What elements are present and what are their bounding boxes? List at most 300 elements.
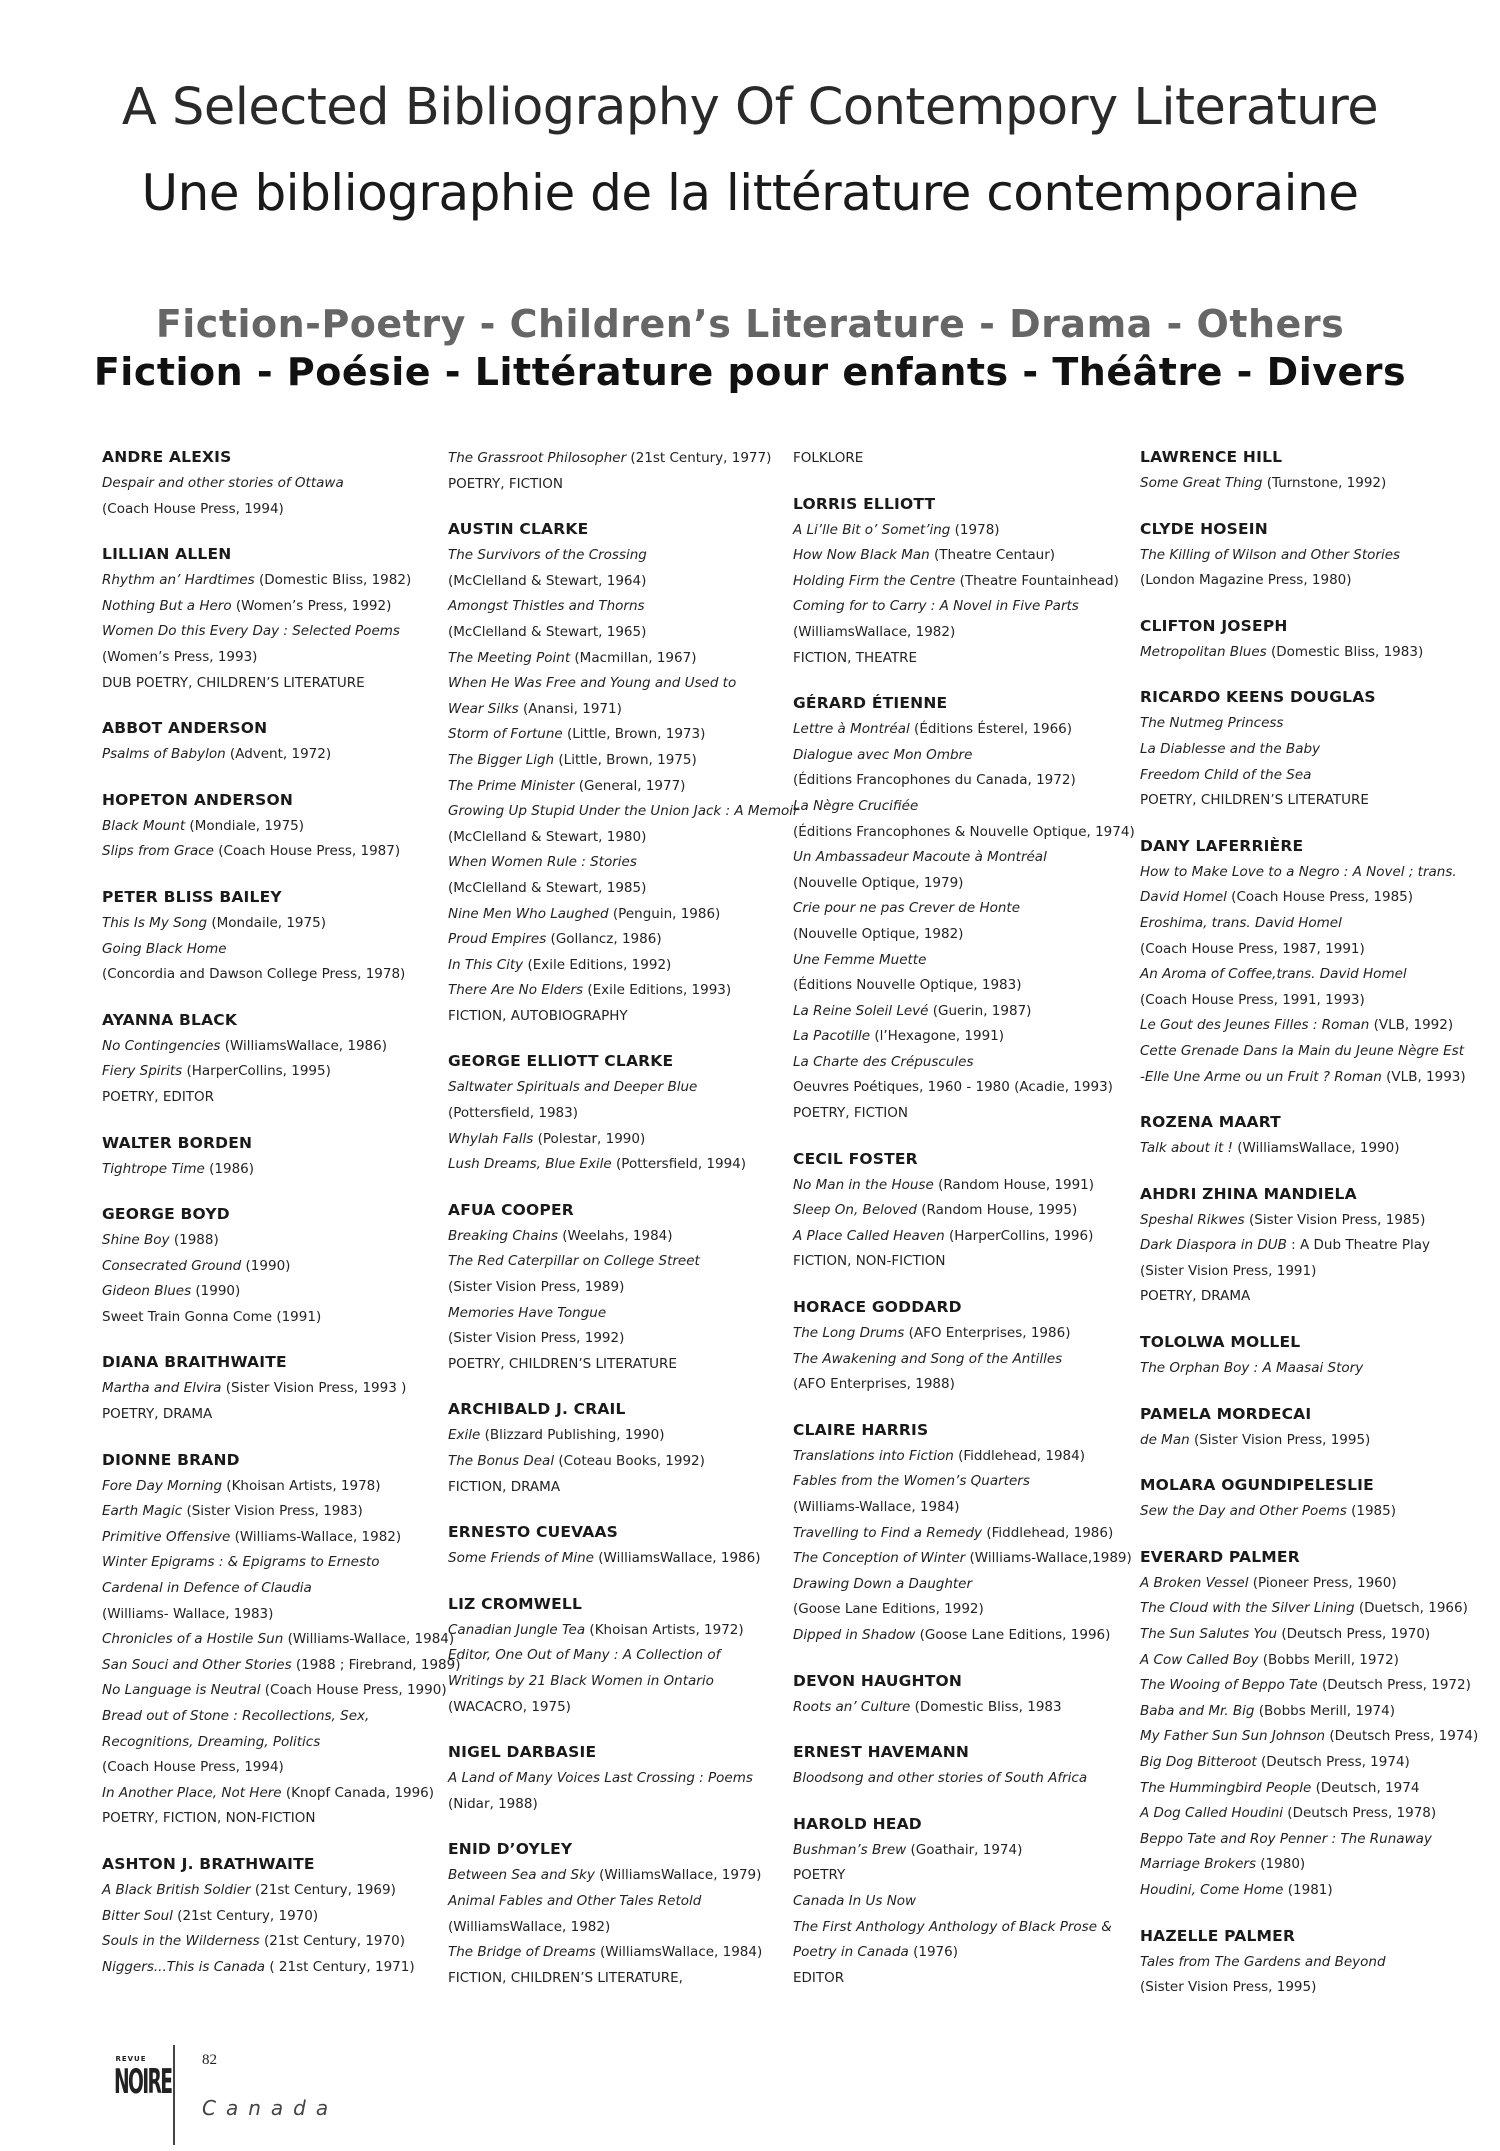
publication-details: (Pottersfield, 1994) xyxy=(611,1156,747,1173)
publication-details: (Williams-Wallace, 1982) xyxy=(230,1528,402,1545)
work-title: Un Ambassadeur Macoute à Montréal xyxy=(793,849,1047,866)
author-name: HAROLD HEAD xyxy=(793,1814,922,1833)
publication-details: (Exile Editions, 1993) xyxy=(583,982,732,999)
bibliography-line xyxy=(102,1228,442,1254)
author-name: DANY LAFERRIÈRE xyxy=(1140,836,1304,855)
author-entry xyxy=(102,1351,442,1427)
bibliography-line xyxy=(1140,1699,1480,1725)
bibliography-line xyxy=(793,743,1133,769)
publication-details: (Nidar, 1988) xyxy=(448,1795,538,1812)
bibliography-line xyxy=(102,1550,442,1576)
bibliography-line xyxy=(102,1929,442,1955)
work-title: Nothing But a Hero xyxy=(102,597,232,614)
bibliography-line xyxy=(102,911,442,937)
author-entry xyxy=(102,446,442,522)
work-title: The Cloud with the Silver Lining xyxy=(1140,1600,1355,1617)
bibliography-line xyxy=(102,1678,447,1704)
work-title: La Reine Soleil Levé xyxy=(793,1002,929,1019)
bibliography-line xyxy=(102,1781,442,1807)
work-title: How Now Black Man xyxy=(793,547,930,564)
bibliography-line xyxy=(793,1224,1133,1250)
publication-details: (Weelahs, 1984) xyxy=(557,1227,673,1244)
bibliography-line xyxy=(1140,885,1480,911)
bibliography-line xyxy=(102,1157,442,1183)
work-title: Psalms of Babylon xyxy=(102,746,226,763)
bibliography-line xyxy=(793,1546,1133,1572)
publication-details: (Sister Vision Press, 1995) xyxy=(1140,1979,1317,1996)
publication-details: (1988 ; Firebrand, 1989) xyxy=(291,1656,461,1673)
work-title: The Killing of Wilson and Other Stories xyxy=(1140,546,1401,563)
work-title: A Dog Called Houdini xyxy=(1140,1805,1284,1822)
bibliography-line xyxy=(102,497,442,523)
work-title: Saltwater Spirituals and Deeper Blue xyxy=(448,1079,698,1096)
publication-details: (Blizzard Publishing, 1990) xyxy=(480,1427,665,1444)
publication-details: (Domestic Bliss, 1982) xyxy=(254,572,412,589)
publication-details: (l’Hexagone, 1991) xyxy=(870,1028,1005,1045)
author-name: WALTER BORDEN xyxy=(102,1133,253,1152)
work-title: Women Do this Every Day : Selected Poems xyxy=(102,623,400,640)
bibliography-line xyxy=(102,645,442,671)
bibliography-column-2 xyxy=(448,446,799,2012)
bibliography-line xyxy=(1140,937,1480,963)
author-entry xyxy=(793,1741,1133,1792)
bibliography-line xyxy=(793,1597,1133,1623)
author-entry xyxy=(102,1009,442,1111)
author-entry xyxy=(448,518,799,1029)
bibliography-line xyxy=(102,814,442,840)
bibliography-line xyxy=(793,896,1133,922)
publication-details: (Williams- Wallace, 1983) xyxy=(102,1605,274,1622)
work-title: The Long Drums xyxy=(793,1325,905,1342)
work-title: Lush Dreams, Blue Exile xyxy=(448,1156,612,1173)
author-name: EVERARD PALMER xyxy=(1140,1547,1300,1566)
bibliography-line xyxy=(1140,1208,1480,1234)
publication-details: (Advent, 1972) xyxy=(225,746,332,763)
author-name: AHDRI ZHINA MANDIELA xyxy=(1140,1184,1357,1203)
publication-details: (Coach House Press, 1994) xyxy=(102,1759,284,1776)
author-entry xyxy=(448,1398,788,1500)
author-name: LILLIAN ALLEN xyxy=(102,545,232,564)
author-entry xyxy=(448,1199,788,1378)
work-title: Houdini, Come Home xyxy=(1140,1881,1284,1898)
work-title: Talk about it ! xyxy=(1140,1140,1233,1157)
publication-details: (WilliamsWallace, 1984) xyxy=(595,1944,763,1961)
publication-details: (Coach House Press, 1994) xyxy=(102,500,284,517)
work-title: Amongst Thistles and Thorns xyxy=(448,598,645,615)
bibliography-line xyxy=(448,1475,788,1501)
bibliography-line xyxy=(1140,860,1480,886)
bibliography-line xyxy=(793,1572,1133,1598)
bibliography-line xyxy=(448,646,788,672)
work-title: Coming for to Carry : A Novel in Five Parts xyxy=(793,598,1079,615)
work-title: The Conception of Winter xyxy=(793,1550,966,1567)
bibliography-line xyxy=(793,922,1133,948)
bibliography-line xyxy=(1140,1648,1480,1674)
work-title: The Prime Minister xyxy=(448,777,575,794)
bibliography-line xyxy=(448,722,788,748)
bibliography-line xyxy=(448,1004,788,1030)
publication-details: (Women’s Press, 1993) xyxy=(102,648,258,665)
bibliography-line xyxy=(102,1755,442,1781)
work-title: A Li’lle Bit o’ Somet’ing xyxy=(793,521,951,538)
work-title: Cardenal in Defence of Claudia xyxy=(102,1580,312,1597)
work-title: Storm of Fortune xyxy=(448,726,563,743)
author-entry xyxy=(1140,1474,1480,1525)
publication-details: (Khoisan Artists, 1978) xyxy=(222,1477,381,1494)
bibliography-line xyxy=(793,1444,1133,1470)
author-name: NIGEL DARBASIE xyxy=(448,1743,597,1762)
work-title: A Cow Called Boy xyxy=(1140,1651,1259,1668)
work-title: Proud Empires xyxy=(448,931,547,948)
work-title: Drawing Down a Daughter xyxy=(793,1575,973,1592)
publication-details: (Éditions Ésterel, 1966) xyxy=(909,721,1073,738)
bibliography-line xyxy=(448,1966,788,1992)
publication-details: (1990) xyxy=(241,1257,291,1274)
work-title: La Nègre Crucifiée xyxy=(793,797,919,814)
work-title: Metropolitan Blues xyxy=(1140,643,1267,660)
work-title: Lettre à Montréal xyxy=(793,721,910,738)
bibliography-line xyxy=(1140,1039,1480,1065)
author-entry xyxy=(1140,835,1480,1090)
author-name: ABBOT ANDERSON xyxy=(102,719,268,738)
author-entry xyxy=(448,1838,788,1991)
publication-details: (Sister Vision Press, 1989) xyxy=(448,1279,625,1296)
work-title: This Is My Song xyxy=(102,914,208,931)
work-title: Shine Boy xyxy=(102,1232,170,1249)
bibliography-line xyxy=(1140,1827,1480,1853)
bibliography-line xyxy=(102,1525,442,1551)
work-title: Fiery Spirits xyxy=(102,1063,183,1080)
bibliography-line xyxy=(793,1347,1133,1373)
bibliography-column-3 xyxy=(793,446,1133,2012)
publication-details: (WilliamsWallace, 1990) xyxy=(1232,1140,1400,1157)
bibliography-line xyxy=(448,1940,788,1966)
publication-details: (Deutsch Press, 1978) xyxy=(1283,1805,1437,1822)
publication-details: (Exile Editions, 1992) xyxy=(523,956,672,973)
publication-details: (Coach House Press, 1987, 1991) xyxy=(1140,940,1365,957)
bibliography-line xyxy=(448,1249,788,1275)
work-title: Martha and Elvira xyxy=(102,1380,222,1397)
bibliography-line xyxy=(1140,1673,1480,1699)
work-title: La Charte des Crépuscules xyxy=(793,1053,974,1070)
work-title: David Homel xyxy=(1140,889,1227,906)
work-title: In Another Place, Not Here xyxy=(102,1784,282,1801)
bibliography-line xyxy=(448,1915,788,1941)
publication-details: (Sister Vision Press, 1992) xyxy=(448,1330,625,1347)
author-entry xyxy=(1140,1111,1480,1162)
publication-details: ( 21st Century, 1971) xyxy=(265,1958,415,1975)
author-name: GÉRARD ÉTIENNE xyxy=(793,694,948,713)
author-entry xyxy=(448,1521,788,1572)
publication-details: (Coach House Press, 1991, 1993) xyxy=(1140,991,1365,1008)
work-title: Baba and Mr. Big xyxy=(1140,1702,1255,1719)
bibliography-line xyxy=(793,1915,1133,1941)
publication-details: POETRY xyxy=(793,1867,846,1884)
bibliography-line xyxy=(448,1423,788,1449)
bibliography-line xyxy=(448,1127,788,1153)
author-entry xyxy=(793,493,1133,672)
work-title: Breaking Chains xyxy=(448,1227,558,1244)
author-name: CECIL FOSTER xyxy=(793,1149,918,1168)
work-title: The Bonus Deal xyxy=(448,1453,555,1469)
work-title: Fables from the Women’s Quarters xyxy=(793,1473,1030,1490)
publication-details: (VLB, 1993) xyxy=(1381,1068,1466,1085)
publication-details: (21st Century, 1970) xyxy=(259,1933,405,1950)
publication-details: POETRY, DRAMA xyxy=(102,1406,213,1423)
bibliography-line xyxy=(1140,1571,1480,1597)
publication-details: (Women’s Press, 1992) xyxy=(231,597,392,614)
bibliography-line xyxy=(1140,1801,1480,1827)
work-title: -Elle Une Arme ou un Fruit ? Roman xyxy=(1140,1068,1382,1085)
bibliography-line xyxy=(793,1495,1133,1521)
publication-details: (McClelland & Stewart, 1985) xyxy=(448,879,647,896)
work-title: When He Was Free and Young and Used to xyxy=(448,675,737,692)
publication-details: (Coach House Press, 1990) xyxy=(260,1682,447,1699)
work-title: Bushman’s Brew xyxy=(793,1841,907,1858)
work-title: No Man in the House xyxy=(793,1176,934,1193)
author-name: LIZ CROMWELL xyxy=(448,1594,583,1613)
author-name: CLIFTON JOSEPH xyxy=(1140,616,1288,635)
work-title: Black Mount xyxy=(102,817,186,834)
author-entry xyxy=(1140,1546,1480,1904)
bibliography-line xyxy=(793,646,1133,672)
revue-noire-logo: REVUE NOIRE xyxy=(113,2055,172,2102)
work-title: Translations into Fiction xyxy=(793,1447,954,1464)
author-name: AUSTIN CLARKE xyxy=(448,520,589,539)
publication-details: (Fiddlehead, 1984) xyxy=(953,1447,1085,1464)
work-title: An Aroma of Coffee,trans. David Homel xyxy=(1140,966,1407,983)
publication-details: (Deutsch Press, 1970) xyxy=(1277,1626,1431,1643)
publication-details: (Khoisan Artists, 1972) xyxy=(585,1621,744,1638)
bibliography-line xyxy=(102,1034,442,1060)
bibliography-line xyxy=(448,1669,788,1695)
work-title: The Hummingbird People xyxy=(1140,1779,1312,1796)
bibliography-line xyxy=(1140,1878,1480,1904)
bibliography-line xyxy=(1140,1852,1480,1878)
bibliography-line xyxy=(793,717,1133,743)
work-title: The Survivors of the Crossing xyxy=(448,547,647,564)
author-name: ASHTON J. BRATHWAITE xyxy=(102,1854,315,1873)
publication-details: (London Magazine Press, 1980) xyxy=(1140,572,1352,589)
bibliography-line xyxy=(1140,962,1480,988)
work-title: The Orphan Boy : A Maasai Story xyxy=(1140,1360,1364,1377)
publication-details: (Pioneer Press, 1960) xyxy=(1248,1574,1397,1591)
work-title: Beppo Tate and Roy Penner : The Runaway xyxy=(1140,1830,1432,1847)
bibliography-line xyxy=(793,1940,1133,1966)
bibliography-line xyxy=(793,794,1133,820)
bibliography-line xyxy=(448,927,788,953)
work-title: Earth Magic xyxy=(102,1503,183,1520)
author-entry xyxy=(1140,686,1480,813)
work-title: Writings by 21 Black Women in Ontario xyxy=(448,1672,714,1689)
work-title: Souls in the Wilderness xyxy=(102,1933,260,1950)
bibliography-line xyxy=(448,1546,788,1572)
bibliography-line xyxy=(102,1474,442,1500)
bibliography-line xyxy=(448,953,788,979)
author-name: HAZELLE PALMER xyxy=(1140,1926,1296,1945)
bibliography-line xyxy=(102,671,442,697)
publication-details: (WACACRO, 1975) xyxy=(448,1698,571,1715)
bibliography-line xyxy=(1140,1013,1480,1039)
bibliography-line xyxy=(448,850,788,876)
work-title: The Red Caterpillar on College Street xyxy=(448,1253,700,1270)
publication-details: (1980) xyxy=(1256,1856,1306,1873)
work-title: When Women Rule : Stories xyxy=(448,854,637,871)
bibliography-line xyxy=(102,1059,442,1085)
publication-details: (21st Century, 1970) xyxy=(172,1907,319,1924)
publication-details: (McClelland & Stewart, 1964) xyxy=(448,572,647,589)
publication-details: (WilliamsWallace, 1982) xyxy=(793,623,956,640)
publication-details: (Nouvelle Optique, 1982) xyxy=(793,925,964,942)
work-title: Some Friends of Mine xyxy=(448,1550,594,1567)
bibliography-line xyxy=(448,446,788,472)
bibliography-line xyxy=(1140,1724,1480,1750)
work-title: The Bridge of Dreams xyxy=(448,1944,596,1961)
author-name: ANDRE ALEXIS xyxy=(102,448,232,466)
work-title: A Black British Soldier xyxy=(102,1881,251,1898)
publication-details: (General, 1977) xyxy=(574,777,686,794)
publication-details: (Random House, 1995) xyxy=(917,1202,1078,1219)
work-title: Poetry in Canada xyxy=(793,1944,909,1961)
publication-details: FICTION, CHILDREN’S LITERATURE, xyxy=(448,1969,683,1986)
work-title: Crie pour ne pas Crever de Honte xyxy=(793,900,1021,917)
bibliography-line xyxy=(1140,1776,1480,1802)
publication-details: (HarperCollins, 1996) xyxy=(944,1227,1094,1244)
work-title: Tales from The Gardens and Beyond xyxy=(1140,1953,1386,1970)
publication-details: (Duetsch, 1966) xyxy=(1354,1600,1468,1617)
publication-details: (WilliamsWallace, 1986) xyxy=(593,1550,761,1567)
bibliography-line xyxy=(102,1653,461,1679)
work-title: Growing Up Stupid Under the Union Jack : A Memoir xyxy=(448,803,799,820)
bibliography-line xyxy=(1140,1356,1480,1382)
work-title: San Souci and Other Stories xyxy=(102,1656,292,1673)
bibliography-line xyxy=(1140,1136,1480,1162)
bibliography-line xyxy=(1140,1065,1480,1091)
publication-details: (Sister Vision Press, 1995) xyxy=(1189,1431,1371,1448)
publication-details: (Mondiale, 1975) xyxy=(185,817,305,834)
bibliography-line xyxy=(793,1249,1133,1275)
work-title: A Place Called Heaven xyxy=(793,1227,945,1244)
bibliography-line xyxy=(793,845,1133,871)
bibliography-line xyxy=(793,871,1133,897)
publication-details: DUB POETRY, CHILDREN’S LITERATURE xyxy=(102,674,365,691)
publication-details: FICTION, NON-FICTION xyxy=(793,1253,946,1270)
work-title: Bread out of Stone : Recollections, Sex, xyxy=(102,1708,370,1724)
publication-details: (Deutsch, 1974 xyxy=(1311,1779,1420,1796)
publication-details: (Domestic Bliss, 1983 xyxy=(910,1698,1062,1715)
bibliography-line xyxy=(448,1766,788,1792)
publication-details: (AFO Enterprises, 1986) xyxy=(904,1325,1071,1342)
bibliography-line xyxy=(448,1101,788,1127)
bibliography-line xyxy=(1140,1596,1480,1622)
bibliography-line xyxy=(793,1766,1133,1792)
bibliography-line xyxy=(102,1904,442,1930)
bibliography-line xyxy=(448,1152,788,1178)
publication-details: (Éditions Francophones du Canada, 1972) xyxy=(793,772,1076,789)
author-name: LORRIS ELLIOTT xyxy=(793,494,936,513)
author-entry xyxy=(793,1148,1133,1275)
bibliography-line xyxy=(1140,1284,1480,1310)
publication-details: (1978) xyxy=(950,521,1000,538)
publication-details: (WilliamsWallace, 1982) xyxy=(448,1918,611,1935)
bibliography-line xyxy=(102,1704,442,1730)
work-title: My Father Sun Sun Johnson xyxy=(1140,1728,1326,1745)
page-title-english: A Selected Bibliography Of Contempory Literature xyxy=(121,78,1379,137)
work-title: Editor, One Out of Many : A Collection of xyxy=(448,1647,721,1664)
work-title: Travelling to Find a Remedy xyxy=(793,1524,983,1541)
publication-details: (Gollancz, 1986) xyxy=(546,931,662,948)
author-name: LAWRENCE HILL xyxy=(1140,448,1283,466)
bibliography-line xyxy=(102,594,442,620)
publication-details: (Concordia and Dawson College Press, 1978) xyxy=(102,966,406,983)
work-title: Le Gout des Jeunes Filles : Roman xyxy=(1140,1017,1370,1034)
bibliography-line xyxy=(448,876,788,902)
author-entry xyxy=(102,1203,442,1330)
section-country: Canada xyxy=(202,2096,339,2120)
author-entry xyxy=(102,886,442,988)
bibliography-line xyxy=(793,820,1133,846)
publication-details: (Penguin, 1986) xyxy=(608,905,721,922)
publication-details: (1981) xyxy=(1283,1881,1333,1898)
author-entry xyxy=(1140,1183,1480,1310)
publication-details: (Pottersfield, 1983) xyxy=(448,1105,578,1122)
bibliography-line xyxy=(793,1173,1133,1199)
bibliography-line xyxy=(448,697,788,723)
bibliography-line xyxy=(102,1576,442,1602)
bibliography-line xyxy=(793,1695,1133,1721)
author-name: PETER BLISS BAILEY xyxy=(102,887,282,906)
publication-details: (21st Century, 1969) xyxy=(250,1881,396,1898)
publication-details: (Goose Lane Editions, 1992) xyxy=(793,1601,984,1618)
publication-details: (21st Century, 1977) xyxy=(626,450,772,466)
bibliography-line xyxy=(793,543,1133,569)
publication-details: (Macmillan, 1967) xyxy=(570,649,697,666)
bibliography-line xyxy=(793,1521,1133,1547)
publication-details: (Goathair, 1974) xyxy=(906,1841,1023,1858)
author-name: AFUA COOPER xyxy=(448,1200,574,1219)
bibliography-line xyxy=(448,748,788,774)
publication-details: (Sister Vision Press, 1993 ) xyxy=(221,1380,407,1397)
bibliography-line xyxy=(1140,1975,1480,2001)
publication-details: (WilliamsWallace, 1986) xyxy=(220,1037,387,1054)
publication-details: (Guerin, 1987) xyxy=(928,1002,1032,1019)
publication-details: POETRY, CHILDREN’S LITERATURE xyxy=(448,1355,677,1372)
bibliography-line xyxy=(793,1101,1133,1127)
publication-details: FICTION, THEATRE xyxy=(793,649,917,666)
bibliography-line xyxy=(1140,711,1480,737)
bibliography-line xyxy=(448,774,788,800)
work-title: de Man xyxy=(1140,1431,1190,1448)
work-title: The Sun Salutes You xyxy=(1140,1626,1278,1643)
bibliography-line xyxy=(102,937,442,963)
bibliography-line xyxy=(102,962,442,988)
bibliography-line xyxy=(793,446,1133,472)
work-title: Animal Fables and Other Tales Retold xyxy=(448,1892,702,1909)
publication-details: POETRY, FICTION xyxy=(448,475,564,492)
publication-details: (Little, Brown, 1973) xyxy=(562,726,706,743)
publication-details: (Polestar, 1990) xyxy=(533,1130,646,1147)
publication-details: (Sister Vision Press, 1983) xyxy=(182,1503,363,1520)
publication-details: (Random House, 1991) xyxy=(933,1176,1095,1193)
publication-details: (Coteau Books, 1992) xyxy=(554,1453,705,1469)
work-title: The Wooing of Beppo Tate xyxy=(1140,1677,1318,1694)
bibliography-line xyxy=(793,1966,1133,1992)
work-title: Big Dog Bitteroot xyxy=(1140,1754,1257,1770)
author-name: CLAIRE HARRIS xyxy=(793,1420,929,1439)
publication-details: (Deutsch Press, 1974) xyxy=(1325,1728,1479,1745)
work-title: How to Make Love to a Negro : A Novel ; trans. xyxy=(1140,863,1457,880)
publication-details: POETRY, FICTION, NON-FICTION xyxy=(102,1810,316,1827)
